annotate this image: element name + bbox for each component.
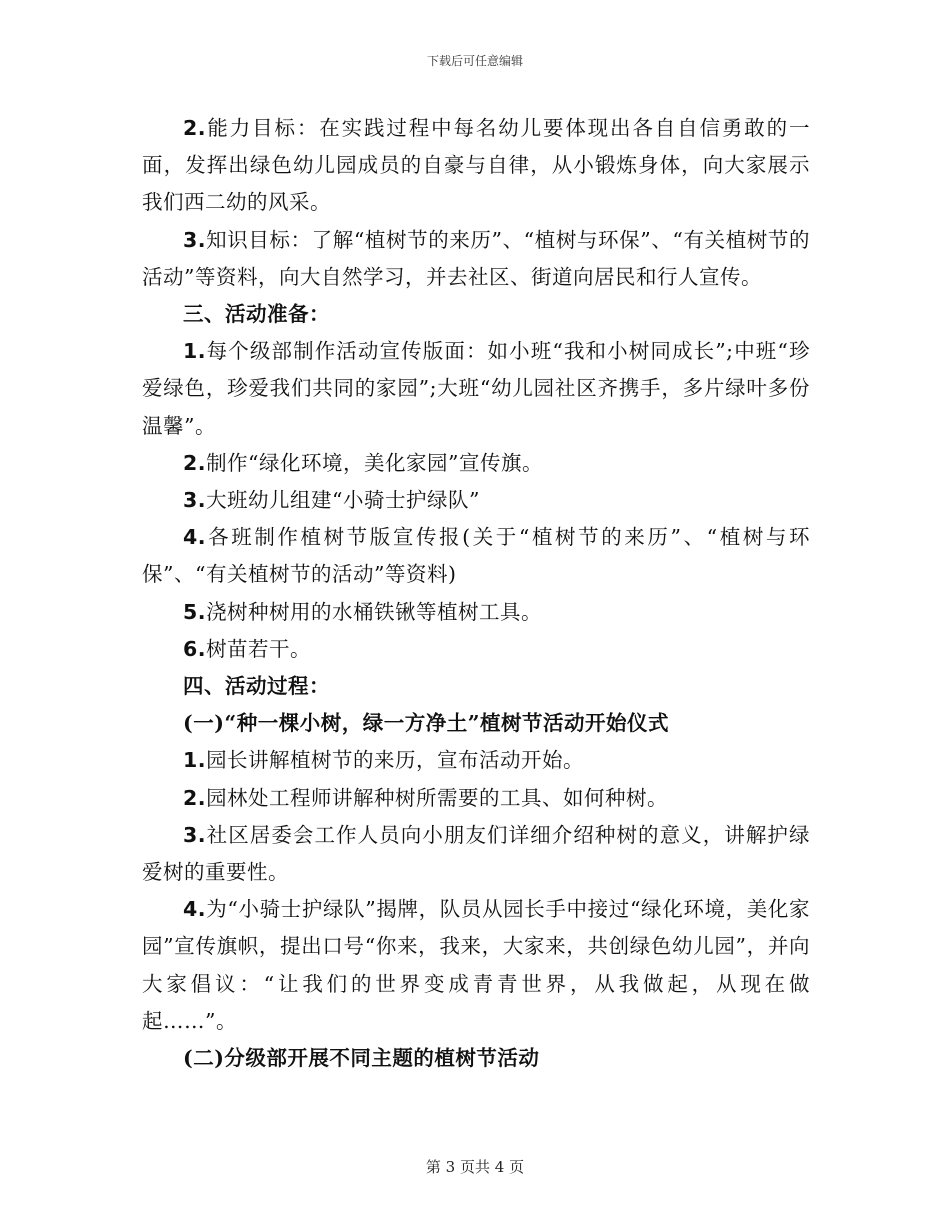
- paragraph-knowledge-goal: [142, 222, 810, 296]
- item-number: 1.: [183, 748, 207, 773]
- list-item: [142, 594, 810, 631]
- paragraph-text: 浇树种树用的水桶铁锹等植树工具。: [206, 599, 543, 624]
- page-footer: 第 3 页共 4 页: [425, 1158, 525, 1176]
- paragraph-text: 每个级部制作活动宣传版面：如小班“我和小树同成长”;中班“珍爱绿色，珍爱我们共同的家园”;大班“幼儿园社区齐携手，多片绿叶多份温馨”。: [142, 339, 810, 438]
- paragraph-text: 社区居委会工作人员向小朋友们详细介绍种树的意义，讲解护绿爱树的重要性。: [142, 822, 810, 885]
- list-item: [142, 742, 810, 779]
- list-item: [142, 519, 810, 593]
- page-header: 下载后可任意编辑: [426, 54, 523, 68]
- document-body: [142, 110, 810, 1077]
- item-number: 5.: [183, 599, 207, 624]
- item-number: 3.: [183, 227, 207, 252]
- list-item: [142, 891, 810, 1040]
- paragraph-text: 树苗若干。: [206, 636, 312, 661]
- item-number: 3.: [183, 822, 207, 847]
- paragraph-text: 知识目标：了解“植树节的来历”、“植树与环保”、“有关植树节的活动”等资料，向大自然学习，并去社区、街道向居民和行人宣传。: [142, 227, 810, 289]
- subsection-heading-opening: (一)“种一棵小树，绿一方净土”植树节活动开始仪式: [183, 711, 669, 736]
- item-number: 4.: [183, 897, 207, 922]
- paragraph-text: 制作“绿化环境，美化家园”宣传旗。: [206, 450, 544, 475]
- paragraph-text: 园林处工程师讲解种树所需要的工具、如何种树。: [206, 785, 669, 810]
- list-item: [142, 482, 810, 519]
- item-number: 2.: [183, 450, 207, 475]
- item-number: 3.: [183, 488, 207, 513]
- item-number: 4.: [183, 525, 207, 550]
- paragraph-text: 大班幼儿组建“小骑士护绿队”: [206, 488, 481, 513]
- list-item: [142, 817, 810, 891]
- item-number: 1.: [183, 339, 207, 364]
- section-heading-preparation: 三、活动准备：: [183, 302, 330, 327]
- section-heading-process: 四、活动过程：: [183, 674, 330, 699]
- list-item: [142, 445, 810, 482]
- item-number: 2.: [183, 785, 207, 810]
- item-number: 6.: [183, 636, 207, 661]
- list-item: [142, 333, 810, 445]
- list-item: [142, 780, 810, 817]
- paragraph-text: 园长讲解植树节的来历，宣布活动开始。: [206, 748, 585, 773]
- list-item: [142, 631, 810, 668]
- paragraph-text: 各班制作植树节版宣传报(关于“植树节的来历”、“植树与环保”、“有关植树节的活动”等资料): [142, 525, 810, 587]
- item-number: 2.: [183, 116, 207, 140]
- paragraph-text: 能力目标：在实践过程中每名幼儿要体现出各自自信勇敢的一面，发挥出绿色幼儿园成员的自豪与自律，从小锻炼身体，向大家展示我们西二幼的风采。: [142, 116, 810, 215]
- subsection-heading-grade-activities: (二)分级部开展不同主题的植树节活动: [183, 1046, 540, 1071]
- paragraph-text: 为“小骑士护绿队”揭牌，队员从园长手中接过“绿化环境，美化家园”宣传旗帜，提出口号“你来，我来，大家来，共创绿色幼儿园”，并向大家倡议：“让我们的世界变成青青世界，从我做起，从现在做起……”。: [142, 897, 810, 1033]
- paragraph-ability-goal: [142, 110, 810, 222]
